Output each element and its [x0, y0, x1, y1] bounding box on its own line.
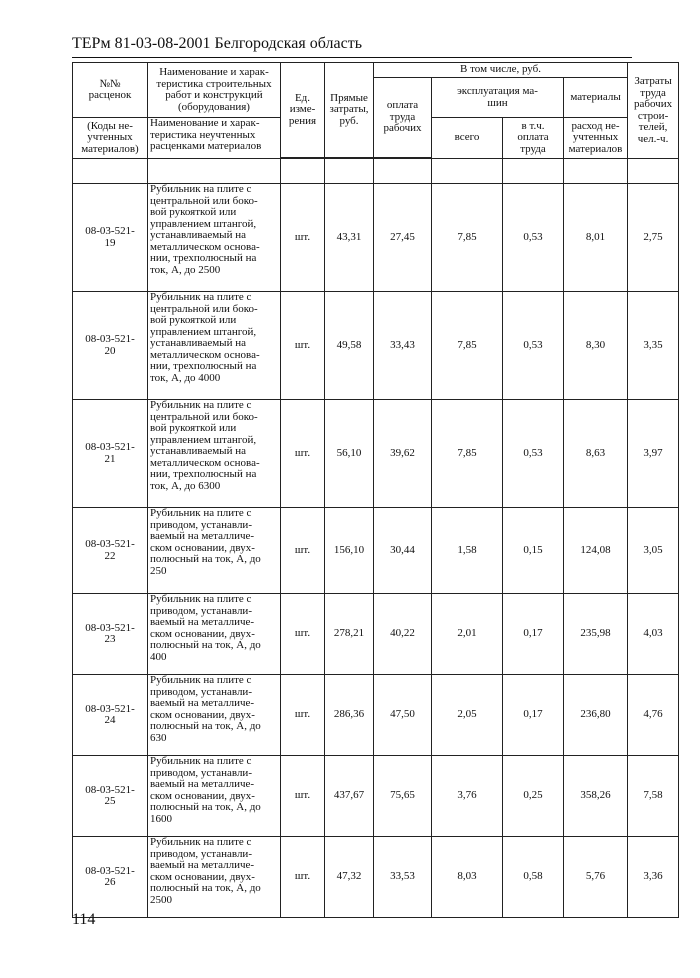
machine-labor-cell: 0,53 — [503, 292, 564, 400]
direct-costs-cell: 286,36 — [325, 675, 374, 756]
spacer-row — [73, 159, 679, 184]
labor-pay-cell: 30,44 — [374, 508, 432, 594]
labor-hours-cell: 4,03 — [628, 594, 679, 675]
labor-hours-cell: 3,36 — [628, 837, 679, 918]
labor-hours-cell: 3,97 — [628, 400, 679, 508]
rate-description: Рубильник на плите с центральной или боко- вой рукояткой или управлением штангой, устанавливаемый на металлическом основа- нии, трехполюсный на ток, А, до 2500 — [148, 184, 281, 292]
table-row — [73, 184, 679, 292]
document-title: ТЕРм 81-03-08-2001 Белгородская область — [72, 35, 362, 52]
unit-cell: шт. — [281, 292, 325, 400]
rate-description: Рубильник на плите с приводом, устанавли- ваемый на металличе- ском основании, двух- полюсный на ток, А, до 250 — [148, 508, 281, 594]
col-labor-pay-header: оплата труда рабочих — [374, 78, 432, 158]
unit-cell: шт. — [281, 837, 325, 918]
materials-cell: 235,98 — [564, 594, 628, 675]
materials-cell: 8,63 — [564, 400, 628, 508]
labor-pay-cell: 75,65 — [374, 756, 432, 837]
labor-pay-cell: 39,62 — [374, 400, 432, 508]
labor-hours-cell: 3,05 — [628, 508, 679, 594]
spacer-cell — [73, 159, 148, 184]
direct-costs-cell: 49,58 — [325, 292, 374, 400]
table-row — [73, 400, 679, 508]
header-row-1 — [73, 63, 679, 78]
table-row — [73, 756, 679, 837]
machine-total-cell: 7,85 — [432, 400, 503, 508]
col-name-header: Наименование и харак- теристика строительных работ и конструкций (оборудования) — [148, 63, 281, 118]
machine-total-cell: 7,85 — [432, 184, 503, 292]
col-labor-cost-header: Затраты труда рабочих строи- телей, чел.-ч. — [628, 63, 679, 159]
machine-total-cell: 3,76 — [432, 756, 503, 837]
spacer-cell — [628, 159, 679, 184]
unit-cell: шт. — [281, 400, 325, 508]
machine-labor-cell: 0,53 — [503, 400, 564, 508]
rate-description: Рубильник на плите с приводом, устанавли- ваемый на металличе- ском основании, двух- полюсный на ток, А, до 630 — [148, 675, 281, 756]
direct-costs-cell: 156,10 — [325, 508, 374, 594]
machine-total-cell: 8,03 — [432, 837, 503, 918]
spacer-cell — [564, 159, 628, 184]
rate-description: Рубильник на плите с приводом, устанавли- ваемый на металличе- ском основании, двух- полюсный на ток, А, до 1600 — [148, 756, 281, 837]
labor-hours-cell: 4,76 — [628, 675, 679, 756]
header-rule — [72, 57, 632, 58]
direct-costs-cell: 278,21 — [325, 594, 374, 675]
rate-code: 08-03-521- 21 — [73, 400, 148, 508]
machine-labor-cell: 0,17 — [503, 675, 564, 756]
rate-code: 08-03-521- 22 — [73, 508, 148, 594]
materials-cell: 124,08 — [564, 508, 628, 594]
col-unit-header: Ед. изме- рения — [281, 63, 325, 158]
unit-cell: шт. — [281, 508, 325, 594]
materials-cell: 358,26 — [564, 756, 628, 837]
labor-pay-cell: 33,53 — [374, 837, 432, 918]
machine-total-cell: 1,58 — [432, 508, 503, 594]
col-code-header: №№ расценок — [73, 63, 148, 118]
col-materials-header: материалы — [564, 78, 628, 118]
col-code-sub-header: (Коды не- учтенных материалов) — [73, 118, 148, 159]
rate-code: 08-03-521- 24 — [73, 675, 148, 756]
table-row — [73, 292, 679, 400]
direct-costs-cell: 437,67 — [325, 756, 374, 837]
rate-code: 08-03-521- 23 — [73, 594, 148, 675]
page-number: 114 — [72, 911, 96, 928]
machine-total-cell: 7,85 — [432, 292, 503, 400]
labor-hours-cell: 2,75 — [628, 184, 679, 292]
rate-description: Рубильник на плите с приводом, устанавли- ваемый на металличе- ском основании, двух- полюсный на ток, А, до 400 — [148, 594, 281, 675]
unit-cell: шт. — [281, 756, 325, 837]
direct-costs-cell: 47,32 — [325, 837, 374, 918]
table-row — [73, 837, 679, 918]
page-header — [72, 34, 632, 58]
labor-pay-cell: 47,50 — [374, 675, 432, 756]
table-row — [73, 675, 679, 756]
spacer-cell — [325, 159, 374, 184]
unit-cell: шт. — [281, 675, 325, 756]
machine-labor-cell: 0,25 — [503, 756, 564, 837]
rates-table — [72, 62, 679, 918]
unit-cell: шт. — [281, 184, 325, 292]
table-row — [73, 508, 679, 594]
unit-cell: шт. — [281, 594, 325, 675]
spacer-cell — [148, 159, 281, 184]
machine-labor-cell: 0,53 — [503, 184, 564, 292]
table-body — [73, 159, 679, 918]
table-row — [73, 594, 679, 675]
materials-cell: 8,01 — [564, 184, 628, 292]
rate-code: 08-03-521- 25 — [73, 756, 148, 837]
materials-cell: 236,80 — [564, 675, 628, 756]
labor-hours-cell: 3,35 — [628, 292, 679, 400]
machine-total-cell: 2,01 — [432, 594, 503, 675]
table-head — [73, 63, 679, 159]
col-incl-header: В том числе, руб. — [374, 63, 628, 78]
materials-cell: 8,30 — [564, 292, 628, 400]
labor-pay-cell: 40,22 — [374, 594, 432, 675]
direct-costs-cell: 43,31 — [325, 184, 374, 292]
rate-code: 08-03-521- 26 — [73, 837, 148, 918]
rate-description: Рубильник на плите с центральной или боко- вой рукояткой или управлением штангой, устанавливаемый на металлическом основа- нии, трехполюсный на ток, А, до 6300 — [148, 400, 281, 508]
machine-labor-cell: 0,15 — [503, 508, 564, 594]
machine-labor-cell: 0,17 — [503, 594, 564, 675]
labor-pay-cell: 27,45 — [374, 184, 432, 292]
spacer-cell — [503, 159, 564, 184]
machine-total-cell: 2,05 — [432, 675, 503, 756]
spacer-cell — [281, 159, 325, 184]
machine-labor-cell: 0,58 — [503, 837, 564, 918]
rate-code: 08-03-521- 20 — [73, 292, 148, 400]
labor-hours-cell: 7,58 — [628, 756, 679, 837]
labor-pay-cell: 33,43 — [374, 292, 432, 400]
col-machine-header: эксплуатация ма- шин — [432, 78, 564, 118]
spacer-cell — [374, 159, 432, 184]
rate-code: 08-03-521- 19 — [73, 184, 148, 292]
rate-description: Рубильник на плите с центральной или боко- вой рукояткой или управлением штангой, устанавливаемый на металлическом основа- нии, трехполюсный на ток, А, до 4000 — [148, 292, 281, 400]
col-direct-header: Прямые затраты, руб. — [325, 63, 374, 158]
spacer-cell — [432, 159, 503, 184]
direct-costs-cell: 56,10 — [325, 400, 374, 508]
rate-description: Рубильник на плите с приводом, устанавли- ваемый на металличе- ском основании, двух- полюсный на ток, А, до 2500 — [148, 837, 281, 918]
col-machine-incl-header: в т.ч. оплата труда — [503, 118, 564, 159]
col-name-sub-header: Наименование и харак- теристика неучтенных расценками материалов — [148, 118, 281, 159]
col-machine-total-header: всего — [432, 118, 503, 159]
col-materials-sub-header: расход не- учтенных материалов — [564, 118, 628, 159]
materials-cell: 5,76 — [564, 837, 628, 918]
